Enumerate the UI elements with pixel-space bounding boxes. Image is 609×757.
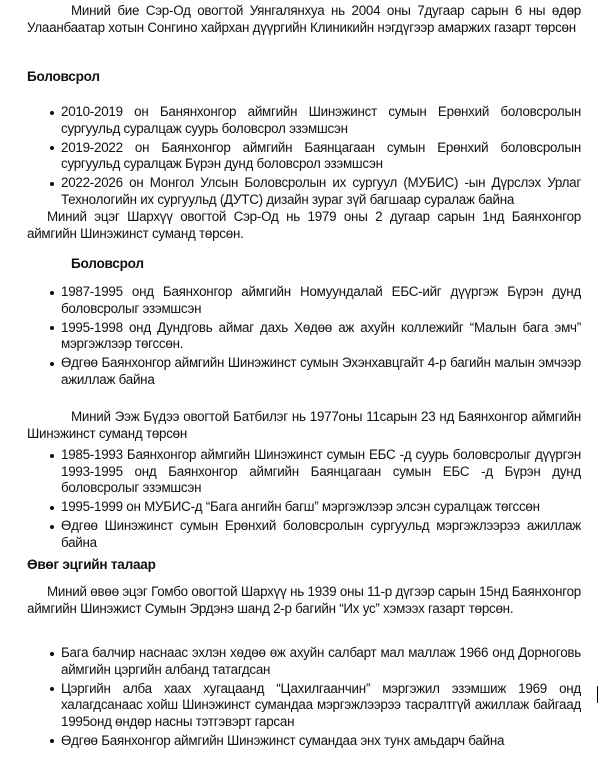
self-education-heading: Боловсрол bbox=[27, 69, 100, 84]
list-item: Өдгөө Баянхонгор аймгийн Шинэжинст сумандаа энх тунх амьдарч байна bbox=[61, 733, 581, 750]
self-intro-paragraph: Миний бие Сэр-Од овогтой Уянгалянхуа нь 2004 оны 7дугаар сарын 6 ны өдөр Улаанбаатар хотын Сонгино хайрхан дүүргийн Клиникийн нэгдүгээр амаржих газарт төрсөн bbox=[27, 3, 581, 35]
list-item: Өдгөө Шинэжинст сумын Ерөнхий боловсролын сургуульд мэргэжлээрээ ажиллаж байна bbox=[61, 518, 581, 550]
list-item: 2019-2022 он Баянхонгор аймгийн Баянцагаан сумын Ерөнхий боловсролын сургуульд суралцаж Бүрэн дунд боловсрол эзэмшсэн bbox=[61, 139, 581, 171]
grandfather-list bbox=[61, 645, 581, 752]
list-item: Цэргийн алба хаах хугацаанд “Цахилгаанчин” мэргэжил эзэмшиж 1969 онд халагдсанаас хойш Шинэжинст сумандаа мэргэжлээрээ тасралтгүй ажиллаж байгаад 1995онд өндөр насны тэтгэвэрт гарсан bbox=[61, 680, 581, 729]
mother-intro-paragraph: Миний Ээж Бүдээ овогтой Батбилэг нь 1977оны 11сарын 23 нд Баянхонгор аймгийн Шинэжинст суманд төрсөн bbox=[27, 409, 581, 441]
list-item: 1985-1993 Баянхонгор аймгийн Шинэжинст сумын ЕБС -д суурь боловсролыг дүүргэн 1993-1995 онд Баянхонгор аймгийн Баянцагаан сумын ЕБС -д Бүрэн дунд боловсролыг эзэмшсэн bbox=[61, 447, 581, 495]
list-item: Бага балчир наснаас эхлэн хөдөө өж ахуйн салбарт мал маллаж 1966 онд Дорноговь аймгийн цэргийн албанд татагдсан bbox=[61, 645, 581, 677]
mother-education-list bbox=[61, 447, 581, 554]
list-item: 2010-2019 он Банянхонгор аймгийн Шинэжинст сумын Ерөнхий боловсролын сургуульд суралцаж суурь боловсрол эзэмшсэн bbox=[61, 104, 581, 136]
grandfather-heading: Өвөг эцгийн талаар bbox=[27, 557, 156, 572]
list-item: Өдгөө Баянхонгор аймгийн Шинэжинст сумын Эхэнхавцгайт 4-р багийн малын эмчээр ажиллаж байна bbox=[61, 355, 581, 387]
grandfather-intro-paragraph: Миний өвөө эцэг Гомбо овогтой Шархүү нь 1939 оны 11-р дүгээр сарын 15нд Баянхонгор аймгийн Шинэжист Сумын Эрдэнэ шанд 2-р багийн “Их ус” хэмээх газарт төрсөн. bbox=[27, 584, 581, 616]
list-item: 1995-1998 онд Дундговь аймаг дахь Хөдөө аж ахуйн коллежийг “Малын бага эмч” мэргэжлээр төгссөн. bbox=[61, 319, 581, 351]
text-cursor bbox=[597, 686, 598, 703]
self-education-list bbox=[61, 104, 581, 211]
father-intro-paragraph: Миний эцэг Шархүү овогтой Сэр-Од нь 1979 оны 2 дугаар сарын 1нд Баянхонгор аймгийн Шинэжинст суманд төрсөн. bbox=[27, 209, 581, 241]
father-education-heading: Боловсрол bbox=[71, 256, 144, 271]
list-item: 1987-1995 онд Баянхонгор аймгийн Номуундалай ЕБС-ийг дүүргэж Бүрэн дунд боловсролыг эзэмшсэн bbox=[61, 284, 581, 316]
father-education-list bbox=[61, 284, 581, 391]
list-item: 1995-1999 он МУБИС-д “Бага ангийн багш” мэргэжлээр элсэн суралцаж төгссөн bbox=[61, 499, 581, 516]
list-item: 2022-2026 он Монгол Улсын Боловсролын их сургуул (МУБИС) -ын Дүрслэх Урлаг Технологийн их сургуульд (ДУТС) дизайн зураг зүй багшаар суралаж байна bbox=[61, 175, 581, 207]
